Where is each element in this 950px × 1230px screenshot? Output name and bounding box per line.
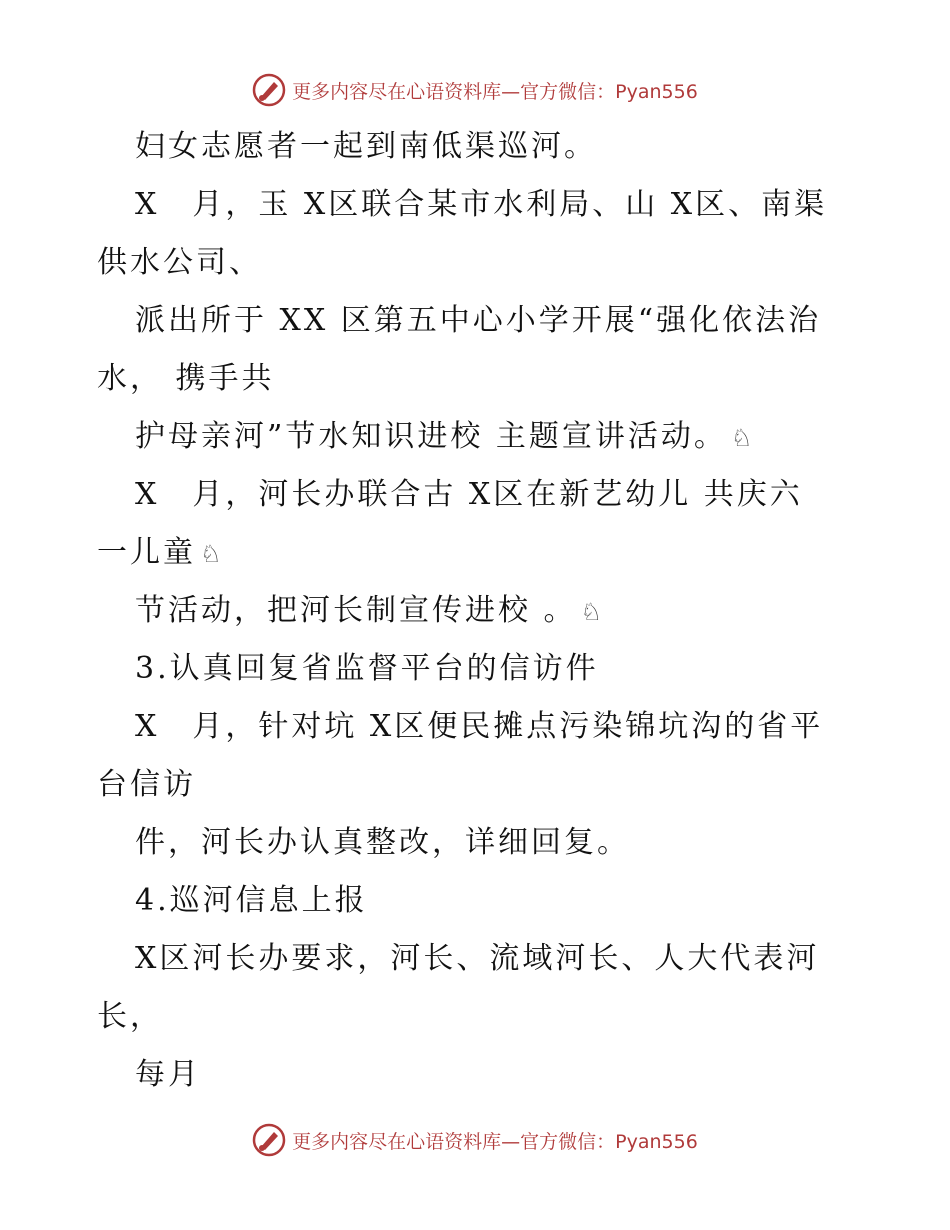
text-line: 护母亲河”节水知识进校 主题宣讲活动。 ♘	[135, 419, 756, 454]
paragraph-mark-icon: ♘	[580, 598, 606, 626]
text-line: 妇女志愿者一起到南低渠巡河。	[135, 129, 597, 164]
logo-icon	[252, 73, 286, 107]
text-line: X 月，河长办联合古 X区在新艺幼儿 共庆六	[135, 477, 803, 512]
text-line: 一儿童 ♘	[97, 535, 225, 570]
text-line: 件，河长办认真整改，详细回复。	[135, 825, 630, 860]
text-line: 长，	[97, 999, 163, 1034]
footer-banner	[0, 1120, 950, 1160]
text-line: 台信访	[97, 767, 196, 802]
text-line: 每月	[135, 1057, 201, 1092]
text-line: X 月，针对坑 X区便民摊点污染锦坑沟的省平	[135, 709, 824, 744]
text-line: X区河长办要求，河长、流域河长、人大代表河	[135, 941, 820, 976]
text-line: 节活动，把河长制宣传进校 。 ♘	[135, 593, 606, 628]
paragraph-mark-icon: ♘	[730, 424, 756, 452]
header-banner-text: 更多内容尽在心语资料库—官方微信：Pyan556	[292, 80, 698, 103]
section-heading: 3.认真回复省监督平台的信访件	[135, 651, 599, 686]
logo-icon	[252, 1123, 286, 1157]
section-heading: 4.巡河信息上报	[135, 883, 368, 918]
document-body	[97, 118, 857, 1104]
paragraph-mark-icon: ♘	[200, 540, 225, 568]
text-line: 水， 携手共	[97, 361, 275, 396]
text-line: 供水公司、	[97, 245, 262, 280]
header-banner	[0, 70, 950, 110]
text-line: 派出所于 XX 区第五中心小学开展“强化依法治	[135, 303, 822, 338]
text-line: X 月，玉 X区联合某市水利局、山 X区、南渠	[135, 187, 828, 222]
footer-banner-text: 更多内容尽在心语资料库—官方微信：Pyan556	[292, 1130, 698, 1153]
